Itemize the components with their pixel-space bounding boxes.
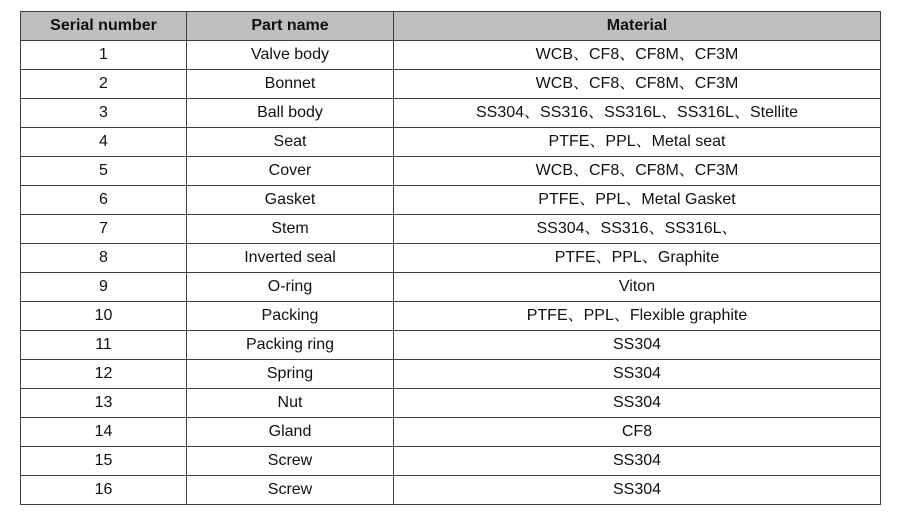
table-row: [21, 331, 881, 360]
material-cell: PTFE、PPL、Metal Gasket: [394, 186, 881, 215]
serial-number-cell: 16: [21, 476, 187, 505]
serial-number-cell: 6: [21, 186, 187, 215]
part-name-cell: Stem: [187, 215, 394, 244]
serial-number-cell: 13: [21, 389, 187, 418]
serial-number-cell: 5: [21, 157, 187, 186]
material-cell: PTFE、PPL、Graphite: [394, 244, 881, 273]
table-row: [21, 389, 881, 418]
material-cell: CF8: [394, 418, 881, 447]
serial-number-cell: 8: [21, 244, 187, 273]
part-name-cell: Packing ring: [187, 331, 394, 360]
part-name-cell: Ball body: [187, 99, 394, 128]
table-body: [21, 41, 881, 505]
material-cell: SS304: [394, 389, 881, 418]
table-row: [21, 70, 881, 99]
table-row: [21, 157, 881, 186]
part-name-cell: Valve body: [187, 41, 394, 70]
part-name-cell: Gland: [187, 418, 394, 447]
table-row: [21, 41, 881, 70]
table-row: [21, 215, 881, 244]
part-name-cell: Screw: [187, 447, 394, 476]
material-cell: SS304: [394, 447, 881, 476]
table-row: [21, 418, 881, 447]
part-name-cell: O-ring: [187, 273, 394, 302]
serial-number-cell: 10: [21, 302, 187, 331]
header-row: [21, 12, 881, 41]
part-name-cell: Nut: [187, 389, 394, 418]
part-name-cell: Gasket: [187, 186, 394, 215]
part-name-cell: Inverted seal: [187, 244, 394, 273]
serial-number-cell: 4: [21, 128, 187, 157]
material-cell: SS304: [394, 360, 881, 389]
part-name-cell: Spring: [187, 360, 394, 389]
table-row: [21, 186, 881, 215]
part-name-cell: Screw: [187, 476, 394, 505]
table-row: [21, 128, 881, 157]
material-cell: WCB、CF8、CF8M、CF3M: [394, 70, 881, 99]
parts-material-table: [20, 11, 881, 505]
material-cell: WCB、CF8、CF8M、CF3M: [394, 157, 881, 186]
material-cell: SS304、SS316、SS316L、: [394, 215, 881, 244]
serial-number-cell: 15: [21, 447, 187, 476]
table-row: [21, 244, 881, 273]
serial-number-cell: 2: [21, 70, 187, 99]
part-name-cell: Bonnet: [187, 70, 394, 99]
material-cell: Viton: [394, 273, 881, 302]
parts-material-table-container: [20, 11, 880, 505]
material-cell: PTFE、PPL、Metal seat: [394, 128, 881, 157]
material-cell: SS304: [394, 476, 881, 505]
serial-number-cell: 7: [21, 215, 187, 244]
table-header: [21, 12, 881, 41]
header-serial-number: Serial number: [21, 12, 187, 41]
material-cell: WCB、CF8、CF8M、CF3M: [394, 41, 881, 70]
table-row: [21, 273, 881, 302]
part-name-cell: Seat: [187, 128, 394, 157]
header-part-name: Part name: [187, 12, 394, 41]
serial-number-cell: 1: [21, 41, 187, 70]
serial-number-cell: 14: [21, 418, 187, 447]
part-name-cell: Cover: [187, 157, 394, 186]
material-cell: PTFE、PPL、Flexible graphite: [394, 302, 881, 331]
part-name-cell: Packing: [187, 302, 394, 331]
table-row: [21, 302, 881, 331]
table-row: [21, 447, 881, 476]
table-row: [21, 360, 881, 389]
table-row: [21, 99, 881, 128]
material-cell: SS304、SS316、SS316L、SS316L、Stellite: [394, 99, 881, 128]
header-material: Material: [394, 12, 881, 41]
serial-number-cell: 12: [21, 360, 187, 389]
serial-number-cell: 11: [21, 331, 187, 360]
serial-number-cell: 3: [21, 99, 187, 128]
serial-number-cell: 9: [21, 273, 187, 302]
material-cell: SS304: [394, 331, 881, 360]
table-row: [21, 476, 881, 505]
